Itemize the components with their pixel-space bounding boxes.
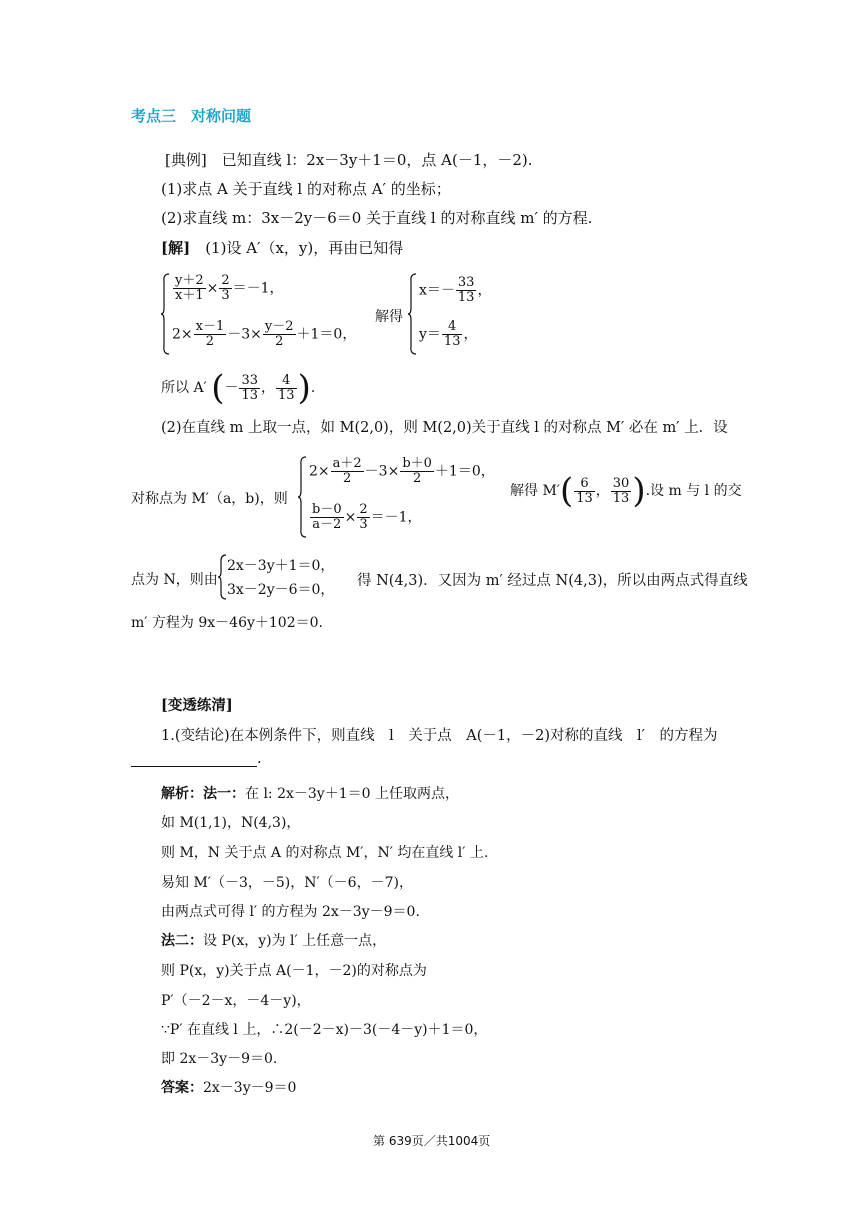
- left-brace-icon: [217, 553, 227, 601]
- analysis-line: 则 P(x，y)关于点 A(－1，－2)的对称点为: [161, 963, 427, 979]
- example-question-1: (1)求点 A 关于直线 l 的对称点 A′ 的坐标；: [161, 180, 451, 198]
- analysis-line: 易知 M′（－3，－5)，N′（－6，－7)，: [161, 875, 413, 891]
- analysis-line: P′（－2－x，－4－y)，: [161, 993, 311, 1009]
- analysis-line: 解析：法一：在 l: 2x－3y＋1＝0 上任取两点，: [161, 786, 459, 802]
- solution-label: [解]: [161, 239, 191, 257]
- left-brace-icon: [297, 455, 307, 539]
- analysis-line: 如 M(1,1)，N(4,3)，: [161, 815, 301, 831]
- answer-blank: [131, 752, 257, 767]
- part-2-line-3-head: 点为 N，则由: [131, 572, 218, 588]
- solution-x: x＝－ $\frac{33}{13}$ ，: [419, 275, 492, 305]
- point-m-prime-result: 解得 M′( $\frac{6}{13}$ ， $\frac{30}{13}$ ).设 m 与 l 的交: [510, 471, 742, 511]
- part-2-line-4: m′ 方程为 9x－46y＋102＝0.: [131, 615, 323, 631]
- left-brace-icon: [160, 272, 170, 356]
- page-number: 第 639页／共1004页: [373, 1134, 491, 1148]
- equation-system-3: [217, 553, 347, 601]
- analysis-line: 由两点式可得 l′ 的方程为 2x－3y－9＝0.: [161, 904, 420, 920]
- example-intro: [典例] 已知直线 l：2x－3y＋1＝0，点 A(－1，－2).: [165, 151, 533, 169]
- point-a-prime-result: 所以 A′ (－ $\frac{33}{13}$ ， $\frac{4}{13}$ ).: [161, 368, 316, 408]
- practice-label: [变透练清]: [161, 697, 233, 714]
- system-2-equation-2: $\frac{b-0}{a-2}$ × $\frac{2}{3}$ ＝－1，: [312, 502, 422, 532]
- equation-system-2: [297, 455, 497, 539]
- analysis-line: 即 2x－3y－9＝0.: [161, 1051, 278, 1067]
- part-2-line-1: (2)在直线 m 上取一点，如 M(2,0)，则 M(2,0)关于直线 l 的对称点 M′ 必在 m′ 上．设: [161, 420, 728, 436]
- solve-word: 解得: [375, 309, 403, 325]
- solution-step-1: [161, 238, 403, 258]
- system-1-equation-1: $\frac{y+2}{x+1}$ × $\frac{2}{3}$ ＝－1，: [175, 273, 284, 303]
- equation-system-1: [160, 272, 360, 356]
- example-question-2: (2)求直线 m：3x－2y－6＝0 关于直线 l 的对称直线 m′ 的方程.: [161, 209, 593, 227]
- system-3-equation-2: 3x－2y－6＝0，: [227, 582, 335, 598]
- part-2-line-3-tail: 得 N(4,3)．又因为 m′ 经过点 N(4,3)，所以由两点式得直线: [357, 573, 748, 589]
- system-1-equation-2: 2× $\frac{x-1}{2}$ －3× $\frac{y-2}{2}$ ＋1＝0，: [172, 319, 357, 349]
- practice-question-1-line-2: .: [131, 751, 262, 767]
- practice-question-1-line-1: 1.(变结论)在本例条件下，则直线 l 关于点 A(－1，－2)对称的直线 l′ 的方程为: [161, 728, 718, 744]
- system-2-equation-1: 2× $\frac{a+2}{2}$ －3× $\frac{b+0}{2}$ ＋1＝0，: [309, 456, 495, 486]
- left-brace-icon: [407, 272, 417, 356]
- solution-y: y＝ $\frac{4}{13}$ ，: [419, 319, 478, 349]
- solution-system-1: [407, 272, 497, 356]
- analysis-line: ∵P′ 在直线 l 上，∴2(－2－x)－3(－4－y)＋1＝0，: [161, 1022, 488, 1038]
- analysis-line: 则 M，N 关于点 A 的对称点 M′，N′ 均在直线 l′ 上.: [161, 845, 489, 861]
- solution-step-1-text: (1)设 A′（x，y)，再由已知得: [190, 239, 404, 257]
- analysis-line: 法二：设 P(x，y)为 l′ 上任意一点，: [161, 933, 387, 949]
- section-title: 考点三 对称问题: [131, 107, 252, 125]
- part-2-line-2-head: 对称点为 M′（a，b)，则: [131, 491, 288, 507]
- system-3-equation-1: 2x－3y＋1＝0，: [227, 558, 335, 574]
- answer-line: 答案：2x－3y－9＝0: [161, 1080, 297, 1096]
